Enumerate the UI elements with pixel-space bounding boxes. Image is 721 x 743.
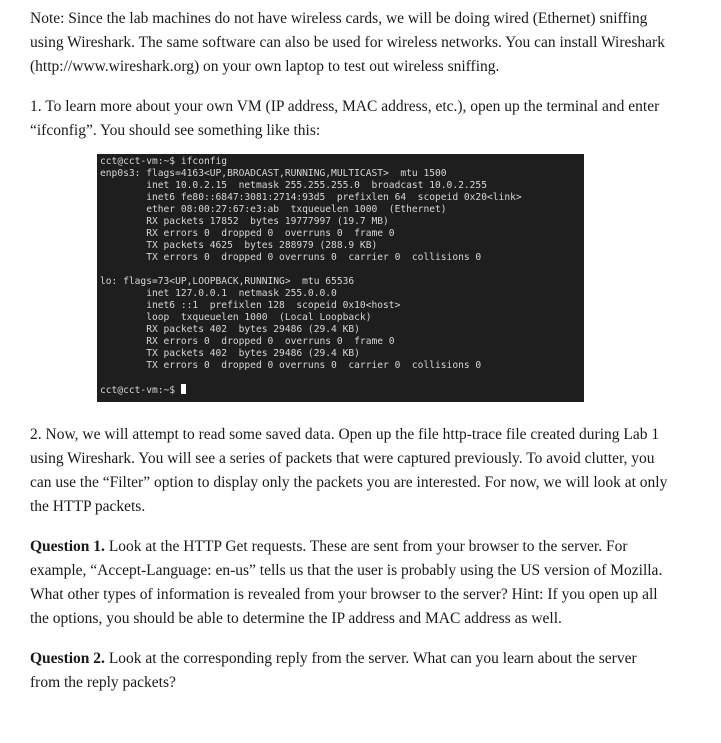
terminal-line: inet6 ::1 prefixlen 128 scopeid 0x10<host> <box>100 300 401 311</box>
step-1-paragraph: 1. To learn more about your own VM (IP address, MAC address, etc.), open up the terminal and enter “ifconfig”. You should see something like this: <box>30 98 660 139</box>
terminal-line: RX errors 0 dropped 0 overruns 0 frame 0 <box>100 336 395 347</box>
terminal-cursor <box>181 384 186 394</box>
terminal-line: loop txqueuelen 1000 (Local Loopback) <box>100 312 372 323</box>
question-2-paragraph <box>30 647 670 695</box>
terminal-line: TX packets 4625 bytes 288979 (288.9 KB) <box>100 240 378 251</box>
question-1-paragraph <box>30 535 670 631</box>
terminal-line: ether 08:00:27:67:e3:ab txqueuelen 1000 (Ethernet) <box>100 204 447 215</box>
question-2-text: Look at the corresponding reply from the server. What can you learn about the server from the reply packets? <box>30 650 637 691</box>
terminal-line: RX packets 17852 bytes 19777997 (19.7 MB) <box>100 216 389 227</box>
terminal-prompt-line <box>100 384 581 396</box>
question-2-label: Question 2. <box>30 650 105 667</box>
terminal-line: RX packets 402 bytes 29486 (29.4 KB) <box>100 324 360 335</box>
terminal-prompt: cct@cct-vm:~$ <box>100 385 181 396</box>
terminal-line: RX errors 0 dropped 0 overruns 0 frame 0 <box>100 228 395 239</box>
step-2-paragraph: 2. Now, we will attempt to read some saved data. Open up the file http-trace file created during Lab 1 using Wireshark. You will see a series of packets that were captured previously. To avoid clutter, you can use the “Filter” option to display only the packets you are interested. For now, we will look at only the HTTP packets. <box>30 426 668 515</box>
terminal-line: TX errors 0 dropped 0 overruns 0 carrier 0 collisions 0 <box>100 360 482 371</box>
terminal-line: TX packets 402 bytes 29486 (29.4 KB) <box>100 348 360 359</box>
terminal-line: inet 127.0.0.1 netmask 255.0.0.0 <box>100 288 337 299</box>
terminal-line: inet 10.0.2.15 netmask 255.255.255.0 broadcast 10.0.2.255 <box>100 180 487 191</box>
terminal-blank-line <box>100 372 581 384</box>
terminal-line: lo: flags=73<UP,LOOPBACK,RUNNING> mtu 65536 <box>100 276 355 287</box>
terminal-line: cct@cct-vm:~$ ifconfig <box>100 156 228 167</box>
terminal-screenshot <box>97 154 584 402</box>
terminal-line: inet6 fe80::6847:3081:2714:93d5 prefixlen 64 scopeid 0x20<link> <box>100 192 522 203</box>
question-1-text: Look at the HTTP Get requests. These are sent from your browser to the server. For example, “Accept-Language: en-us” tells us that the user is probably using the US version of Mozilla. What other types of information is revealed from your browser to the server? Hint: If you open up all the options, you should be able to determine the IP address and MAC address as well. <box>30 538 663 627</box>
question-1-label: Question 1. <box>30 538 105 555</box>
terminal-line: enp0s3: flags=4163<UP,BROADCAST,RUNNING,MULTICAST> mtu 1500 <box>100 168 447 179</box>
terminal-line: TX errors 0 dropped 0 overruns 0 carrier 0 collisions 0 <box>100 252 482 263</box>
note-paragraph: Note: Since the lab machines do not have wireless cards, we will be doing wired (Ethernet) sniffing using Wireshark. The same software can also be used for wireless networks. You can install Wireshark (http://www.wireshark.org) on your own laptop to test out wireless sniffing. <box>30 10 665 75</box>
terminal-blank-line <box>100 264 581 276</box>
